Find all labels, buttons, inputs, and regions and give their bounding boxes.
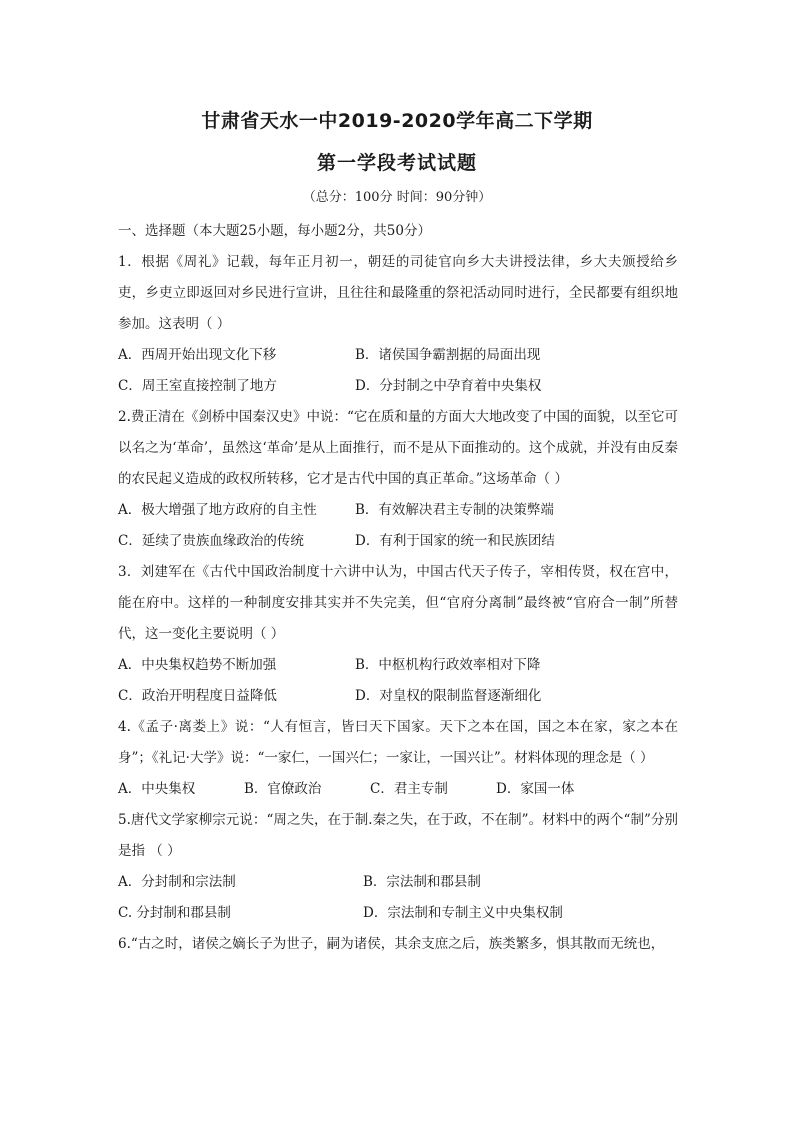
question-stem: 6.“古之时，诸侯之嫡长子为世子，嗣为诸侯，其余支庶之后，族类繁多，惧其散而无统也， bbox=[118, 936, 665, 952]
option-d: D．有利于国家的统一和民族团结 bbox=[355, 533, 555, 549]
question-stem: 4.《孟子·离娄上》说：“人有恒言，皆曰天下国家。天下之本在国，国之本在家，家之本在身”；《礼记·大学》说：“一家仁，一国兴仁；一家让，一国兴让”。材料体现的理念是（ ） bbox=[118, 719, 678, 766]
question-options-row bbox=[118, 526, 678, 557]
option-a: A．分封制和宗法制 bbox=[118, 874, 236, 890]
option-b: B．官僚政治 bbox=[244, 781, 322, 797]
option-d: D．分封制之中孕育着中央集权 bbox=[355, 378, 542, 394]
option-c: C．周王室直接控制了地方 bbox=[118, 378, 277, 394]
question-stem: 5.唐代文学家柳宗元说：“周之失，在于制.秦之失，在于政，不在制”。材料中的两个“制”分别是指 （ ） bbox=[118, 812, 678, 859]
option-a: A．中央集权趋势不断加强 bbox=[118, 657, 277, 673]
question-options-row bbox=[118, 340, 678, 371]
option-a: A．中央集权 bbox=[118, 781, 196, 797]
question-options-row bbox=[118, 371, 678, 402]
document-title: 甘肃省天水一中2019-2020学年高二下学期 bbox=[201, 110, 593, 132]
exam-info: （总分：100分 时间：90分钟） bbox=[302, 190, 492, 205]
exam-body bbox=[118, 216, 678, 960]
question-stem: 3．刘建军在《古代中国政治制度十六讲中认为，中国古代天子传子，宰相传贤，权在宫中，能在府中。这样的一种制度安排其实并不失完美，但“官府分离制”最终被“官府合一制”所替代，这一变化主要说明（ ） bbox=[118, 564, 678, 642]
option-a: A．极大增强了地方政府的自主性 bbox=[118, 502, 317, 518]
option-d: D．家国一体 bbox=[496, 781, 575, 797]
question-options-row bbox=[118, 650, 678, 681]
option-c: C．延续了贵族血缘政治的传统 bbox=[118, 533, 304, 549]
question-options-row bbox=[118, 495, 678, 526]
option-b: B．中枢机构行政效率相对下降 bbox=[355, 657, 541, 673]
option-b: B．宗法制和郡县制 bbox=[363, 874, 481, 890]
question-options-row bbox=[118, 681, 678, 712]
question-options-row bbox=[118, 867, 678, 898]
question-options-row bbox=[118, 774, 678, 805]
option-a: A．西周开始出现文化下移 bbox=[118, 347, 277, 363]
option-b: B．有效解决君主专制的决策弊端 bbox=[355, 502, 554, 518]
option-c: C. 分封制和郡县制 bbox=[118, 905, 231, 921]
question-options-row bbox=[118, 898, 678, 929]
option-d: D．对皇权的限制监督逐渐细化 bbox=[355, 688, 542, 704]
section-heading: 一、选择题（本大题25小题，每小题2分，共50分） bbox=[118, 223, 431, 239]
document-subtitle: 第一学段考试试题 bbox=[316, 152, 477, 174]
question-stem: 1．根据《周礼》记载，每年正月初一，朝廷的司徒官向乡大夫讲授法律，乡大夫颁授给乡吏，乡吏立即返回对乡民进行宣讲，且往往和最隆重的祭祀活动同时进行，全民都要有组织地参加。这表明（ ） bbox=[118, 254, 678, 332]
option-c: C．君主专制 bbox=[370, 781, 448, 797]
option-b: B．诸侯国争霸割据的局面出现 bbox=[355, 347, 541, 363]
option-c: C．政治开明程度日益降低 bbox=[118, 688, 277, 704]
question-stem: 2.费正清在《剑桥中国秦汉史》中说：“它在质和量的方面大大地改变了中国的面貌，以至它可以名之为‘革命’，虽然这‘革命’是从上面推行，而不是从下面推动的。这个成就，并没有由反秦的农民起义造成的政权所转移，它才是古代中国的真正革命。”这场革命（ ） bbox=[118, 409, 678, 487]
option-d: D．宗法制和专制主义中央集权制 bbox=[363, 905, 563, 921]
